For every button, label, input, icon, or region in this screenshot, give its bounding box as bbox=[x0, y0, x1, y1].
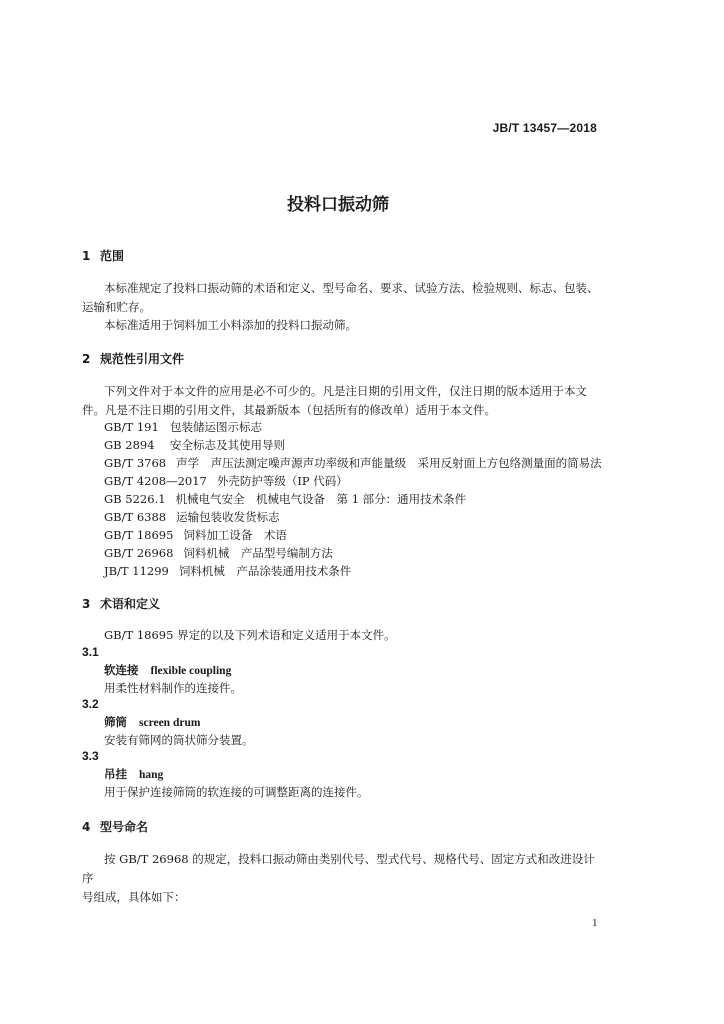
reference-item: GB/T 6388 运输包装收发货标志 bbox=[104, 510, 280, 524]
section-4-heading bbox=[82, 818, 148, 835]
paragraph-line: 本标准适用于饲料加工小料添加的投料口振动筛。 bbox=[104, 318, 357, 332]
term-number: 3.3 bbox=[82, 749, 99, 763]
term-chinese: 吊挂 bbox=[104, 767, 127, 781]
term-entry bbox=[104, 766, 163, 782]
section-3-heading bbox=[82, 595, 160, 612]
reference-item: GB/T 4208—2017 外壳防护等级（IP 代码） bbox=[104, 474, 348, 488]
section-number: 3 bbox=[82, 597, 91, 611]
reference-item: GB 2894 安全标志及其使用导则 bbox=[104, 438, 285, 452]
section-1-paragraph-1 bbox=[82, 279, 602, 317]
section-number: 2 bbox=[82, 352, 91, 366]
section-number: 4 bbox=[82, 820, 91, 834]
section-title: 规范性引用文件 bbox=[100, 352, 185, 366]
paragraph-line: GB/T 18695 界定的以及下列术语和定义适用于本文件。 bbox=[104, 628, 396, 642]
section-2-paragraph-1 bbox=[82, 382, 602, 420]
reference-item: GB/T 3768 声学 声压法测定噪声源声功率级和声能量级 采用反射面上方包络测量面的简易法 bbox=[104, 456, 602, 470]
term-english: screen drum bbox=[139, 717, 201, 729]
reference-item: GB/T 18695 饲料加工设备 术语 bbox=[104, 528, 287, 542]
term-definition: 用柔性材料制作的连接件。 bbox=[104, 681, 242, 695]
section-1-paragraph-2 bbox=[82, 316, 602, 335]
section-4-paragraph-1 bbox=[82, 850, 602, 907]
paragraph-line: 按 GB/T 26968 的规定，投料口振动筛由类别代号、型式代号、规格代号、固定方式和改进设计序 bbox=[82, 852, 595, 885]
section-2-heading bbox=[82, 350, 184, 367]
term-english: hang bbox=[139, 769, 164, 781]
term-definition: 安装有筛网的筒状筛分装置。 bbox=[104, 733, 254, 747]
paragraph-line: 下列文件对于本文件的应用是必不可少的。凡是注日期的引用文件，仅注日期的版本适用于本文 bbox=[104, 384, 587, 398]
reference-item: JB/T 11299 饲料机械 产品涂装通用技术条件 bbox=[104, 564, 352, 578]
term-chinese: 筛筒 bbox=[104, 715, 127, 729]
term-entry bbox=[104, 662, 231, 678]
section-title: 型号命名 bbox=[100, 820, 149, 834]
section-title: 范围 bbox=[100, 249, 125, 263]
term-chinese: 软连接 bbox=[104, 663, 139, 677]
section-1-heading bbox=[82, 247, 124, 264]
reference-item: GB 5226.1 机械电气安全 机械电气设备 第 1 部分：通用技术条件 bbox=[104, 492, 467, 506]
document-title: 投料口振动筛 bbox=[287, 195, 389, 215]
paragraph-line: 号组成，具体如下： bbox=[82, 890, 186, 904]
normative-references-list bbox=[104, 418, 602, 580]
reference-item: GB/T 191 包装储运图示标志 bbox=[104, 420, 262, 434]
document-id: JB/T 13457—2018 bbox=[492, 121, 597, 135]
page-number: 1 bbox=[592, 917, 598, 929]
paragraph-line: 件。凡是不注日期的引用文件，其最新版本（包括所有的修改单）适用于本文件。 bbox=[82, 403, 496, 417]
paragraph-line: 本标准规定了投料口振动筛的术语和定义、型号命名、要求、试验方法、检验规则、标志、包装、 bbox=[104, 281, 599, 295]
paragraph-line: 运输和贮存。 bbox=[82, 300, 151, 314]
term-english: flexible coupling bbox=[150, 665, 232, 677]
term-number: 3.2 bbox=[82, 697, 99, 711]
section-number: 1 bbox=[82, 249, 91, 263]
section-3-intro bbox=[82, 626, 602, 645]
term-definition: 用于保护连接筛筒的软连接的可调整距离的连接件。 bbox=[104, 785, 369, 799]
reference-item: GB/T 26968 饲料机械 产品型号编制方法 bbox=[104, 546, 333, 560]
term-number: 3.1 bbox=[82, 645, 99, 659]
term-entry bbox=[104, 714, 200, 730]
section-title: 术语和定义 bbox=[100, 597, 161, 611]
